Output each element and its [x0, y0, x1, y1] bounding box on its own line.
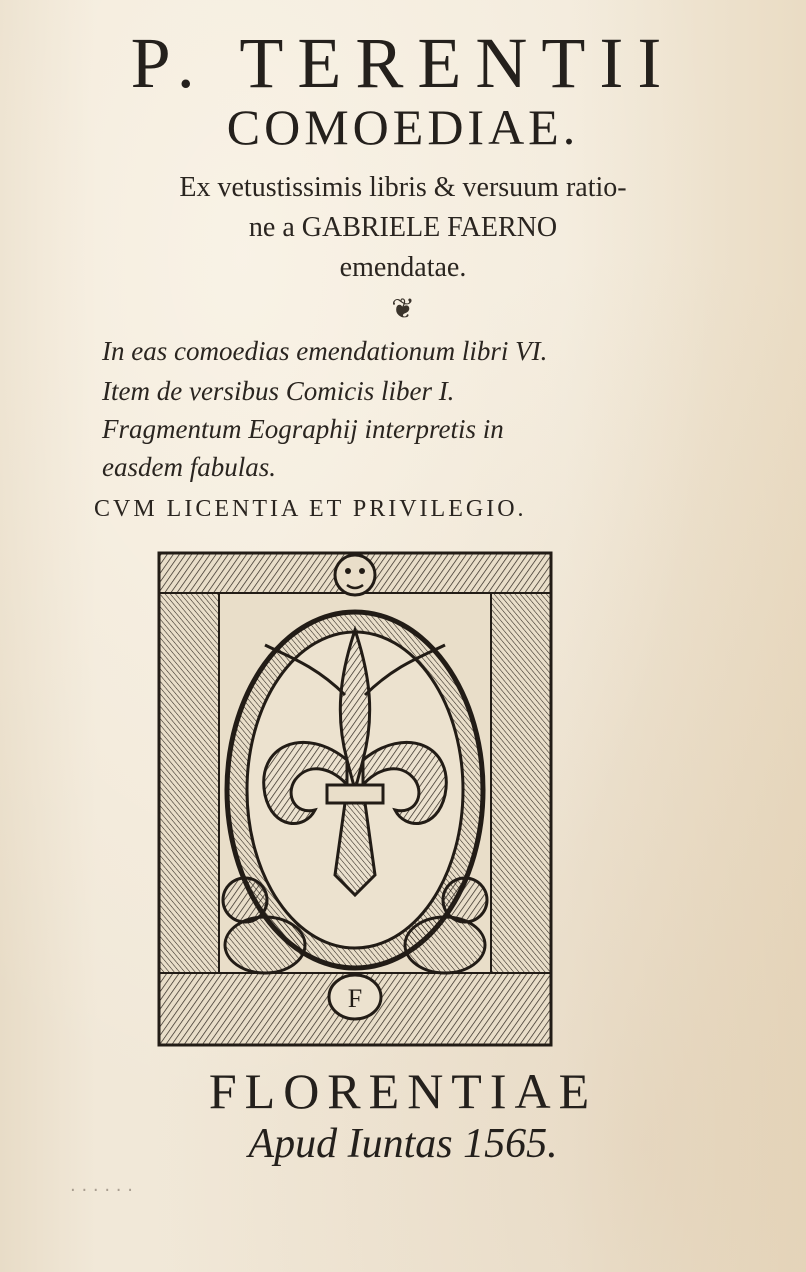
subtitle-line-3: emendatae.: [339, 252, 467, 283]
contents-line-1: In eas comoedias emendationum libri VI.: [102, 336, 548, 366]
contents-line-2: Item de versibus Comicis liber I.: [102, 376, 455, 406]
subtitle-line-1: Ex vetustissimis libris & versuum ratio-: [179, 172, 627, 203]
imprint-publisher: Apud Iuntas 1565.: [248, 1121, 558, 1167]
contents-line-3: Fragmentum Eographij interpretis in: [102, 414, 504, 444]
manuscript-marks-icon: · · · · · ·: [70, 1180, 133, 1201]
fleuron-ornament-icon: ❦: [391, 292, 415, 325]
privilege-line: CVM LICENTIA ET PRIVILEGIO.: [94, 496, 527, 522]
title-author: P. TERENTII: [130, 23, 676, 103]
title-work: COMOEDIAE.: [226, 99, 580, 155]
printers-mark-initial: F: [347, 984, 363, 1013]
subtitle-line-2: ne a GABRIELE FAERNO: [248, 212, 558, 243]
imprint-city: FLORENTIAE: [208, 1063, 598, 1119]
contents-line-4: easdem fabulas.: [102, 452, 276, 482]
printers-mark-woodcut: [155, 545, 555, 1050]
